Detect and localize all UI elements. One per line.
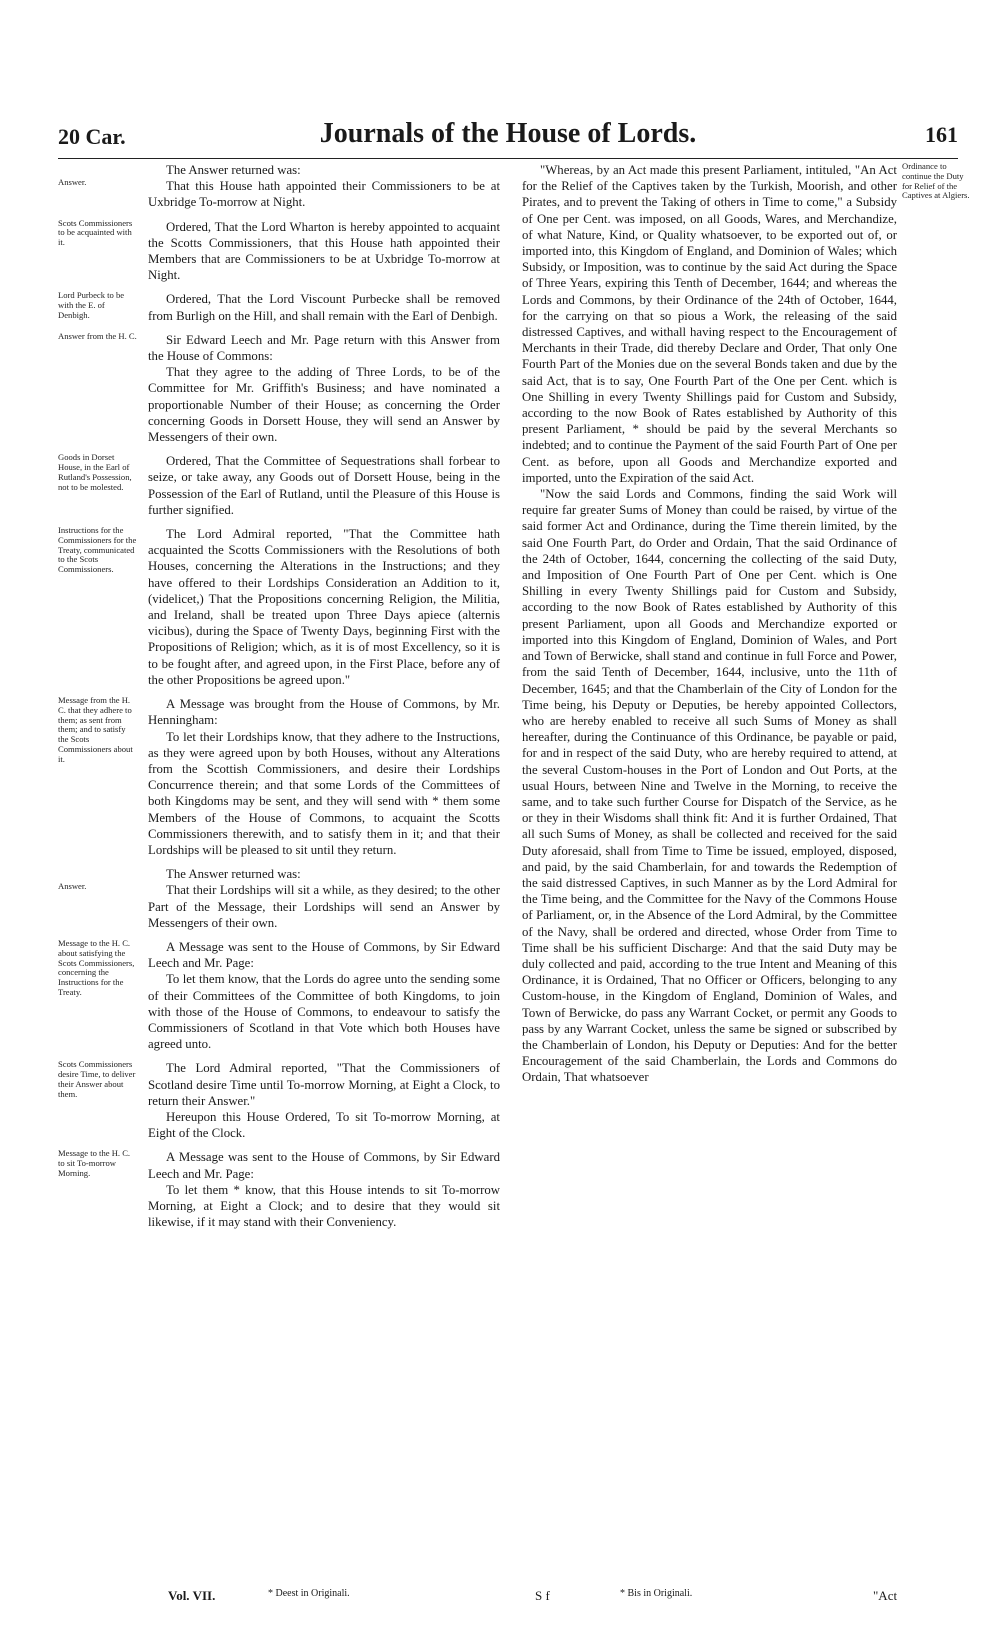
paragraph: Ordered, That the Committee of Sequestrations shall forbear to seize, or take away, any Goods out of Dorsett House, being in the Possession of the Earl of Rutland, until the Pleasure of this House is further signified. [148, 454, 500, 517]
signature-mark: S f [535, 1588, 550, 1603]
page-number: 161 [925, 122, 958, 147]
paragraph: To let their Lordships know, that they adhere to the Instructions, as they were agreed upon by both Houses, without any Alterations from the Scottish Commissioners, and desire their Lordships Concurrence therein; and that some Lords of the Committees of both Kingdoms may be sent, and they will send with * them some Members of the House of Commons, to acquaint the Scotts Commissioners therewith, and to satisfy them in it; and that their Lordships will be pleased to sit until they return. [148, 729, 500, 857]
margin-note: Scots Commissioners desire Time, to deliver their Answer about them. [58, 1059, 136, 1099]
paragraph: The Lord Admiral reported, "That the Commissioners of Scotland desire Time until To-morrow Morning, at Eight a Clock, to return their Answer." [148, 1061, 500, 1108]
margin-note: Message from the H. C. that they adhere to them; as sent from them; and to satisfy the Scots Commissioners about it. [58, 695, 133, 764]
paragraph: "Now the said Lords and Commons, finding the said Work will require far greater Sums of Money than could be raised, by virtue of the said former Act and Ordinance, during the Time therein limited, by the said One Fourth Part, do Order and Ordain, That the said Ordinance of the 24th of October, 1644, concerning the collecting of the said Duty, and Imposition of One Fourth Part of One per Cent. which is One Shilling in every Twenty Shillings paid for Custom and Subsidy, according to the now Book of Rates established by Authority of this present Parliament, upon all Goods and Merchandize exported or imported into this Kingdom of England, Dominion of Wales, and Port and Town of Berwicke, shall stand and continue in full Force and Power, from the said Tenth of December, 1644, inclusive, unto the 11th of December, 1645; and that the Chamberlain of the City of London for the Time being, his Deputy or Deputies, be hereby appointed Collectors, who are hereby enabled to receive all such Sums of Money as shall hereafter, during the Continuance of this Ordinance, be payable or paid, for and in respect of the said Duty, who are hereby required to attend, at the several Custom-houses in the Port of London and Out Ports, at the usual Hours, between Nine and Twelve in the Morning, to receive the same, and to take such further Course for Dispatch of the Service, as he or they in their Wisdoms shall think fit: And it is further Ordained, That all such Sums of Money, as shall be collected and received for the said Duty aforesaid, shall from Time to Time be issued, employed, disposed, and paid, by the said Chamberlain, for and towards the Redemption of the said distressed Captives, in such Manner as by the Lord Admiral for the Time being, and the Committee for the Navy of the Commons House of Parliament, or, in the Absence of the Lord Admiral, by the Committee of the Navy, shall be ordered and directed, whose Order from Time to Time shall be his sufficient Discharge: And that the said Duty may be duly collected and paid, according to the true Intent and Meaning of this Ordinance, it is Ordained, That no Officer or Officers, belonging to any Custom-house, in the Kingdom of England, Dominion of Wales, and Town of Berwicke, do pass any Warrant Cocket, or permit any Goods to pass by any Warrant Cocket, unless the same be signed or subscribed by the Chamberlain of London, his Deputy or Deputies: And for the better Encouragement of the said Chamberlain, the Lords and Commons do Ordain, That whatsoever [522, 487, 897, 1085]
paragraph: A Message was brought from the House of Commons, by Mr. Henningham: [148, 697, 500, 728]
entry [58, 330, 500, 364]
entry [58, 695, 500, 764]
regnal-year: 20 Car. [58, 124, 126, 149]
entry [58, 452, 500, 518]
margin-note: Answer from the H. C. [58, 330, 137, 341]
entry [148, 866, 500, 882]
paragraph: A Message was sent to the House of Commons, by Sir Edward Leech and Mr. Page: [148, 1150, 500, 1181]
entry [58, 290, 500, 323]
entry [148, 364, 500, 445]
entry [522, 161, 970, 486]
running-title: Journals of the House of Lords. [319, 118, 697, 149]
margin-note: Ordinance to continue the Duty for Relief of the Captives at Algiers. [902, 161, 970, 201]
header-rule [58, 158, 958, 159]
entry [148, 729, 500, 859]
margin-note: Instructions for the Commissioners for the Treaty, communicated to the Scots Commissioners. [58, 525, 137, 575]
paragraph: Ordered, That the Lord Wharton is hereby appointed to acquaint the Scotts Commissioners, that this House hath appointed their Members that are Commissioners to be at Uxbridge To-morrow at Night. [148, 219, 500, 283]
entry [58, 177, 500, 210]
entry [58, 937, 500, 997]
right-column [522, 161, 970, 1086]
margin-note: Answer. [58, 177, 87, 188]
paragraph: That this House hath appointed their Commissioners to be at Uxbridge To-morrow at Night. [148, 179, 500, 210]
entry [148, 1182, 500, 1231]
margin-note: Lord Purbeck to be with the E. of Denbigh. [58, 290, 125, 321]
volume-label: Vol. VII. [168, 1588, 216, 1603]
entry [58, 1059, 500, 1109]
paragraph: A Message was sent to the House of Commons, by Sir Edward Leech and Mr. Page: [148, 939, 500, 971]
catchword: "Act [873, 1588, 898, 1603]
paragraph: The Answer returned was: [166, 163, 301, 177]
entry [148, 971, 500, 1052]
entry [58, 881, 500, 931]
paragraph: To let them * know, that this House intends to sit To-morrow Morning, at Eight a Clock; and to desire that they would sit likewise, if it may stand with their Conveniency. [148, 1182, 500, 1230]
entry [148, 1109, 500, 1141]
entry [522, 486, 897, 1086]
paragraph: Hereupon this House Ordered, To sit To-morrow Morning, at Eight of the Clock. [148, 1109, 500, 1141]
paragraph: Ordered, That the Lord Viscount Purbecke shall be removed from Burligh on the Hill, and shall remain with the Earl of Denbigh. [148, 292, 500, 323]
margin-note: Message to the H. C. about satisfying the Scots Commissioners, concerning the Instructions for the Treaty. [58, 937, 135, 997]
paragraph: That their Lordships will sit a while, as they desired; to the other Part of the Message, their Lordships will send an Answer by Messengers of their own. [148, 883, 500, 930]
margin-note: Scots Commissioners to be acquainted with it. [58, 217, 133, 248]
entry [58, 525, 500, 688]
entry [58, 1148, 500, 1181]
entry [148, 162, 500, 178]
margin-note: Goods in Dorset House, in the Earl of Rutland's Possession, not to be molested. [58, 452, 132, 492]
footnote-left: * Deest in Originali. [268, 1588, 350, 1599]
paragraph: The Lord Admiral reported, "That the Committee hath acquainted the Scotts Commissioners with the Resolutions of both Houses, concerning the Alterations in the Instructions; and they have offered to their Lordships Consideration an Addition to it, (videlicet,) That the Propositions concerning Religion, the Militia, and Ireland, shall be treated upon Three Days apiece (alternis vicibus), during the Space of Twenty Days, beginning First with the Propositions of Religion; which, as it is of most Excellency, so it is to be fought after, and agreed upon, in the First Place, before any of the other Propositions be agreed upon." [148, 527, 500, 687]
paragraph: "Whereas, by an Act made this present Parliament, intituled, "An Act for the Relief of the Captives taken by the Turkish, Moorish, and other Pirates, and to prevent the Taking of others in Time to come," a Subsidy of One per Cent. was imposed, on all Goods, Wares, and Merchandize, of what Nature, Kind, or Quality whatsoever, to be exported out of, or imported into, this Kingdom of England, and Dominion of Wales; which Subsidy, or Imposition, was to continue by the said Act during the Space of Three Years, expiring this Tenth of December, 1644; and whereas the Lords and Commons, by their Ordinance of the 24th of October, 1644, for the carrying on that so pious a Work, the releasing of the said distressed Captives, and withall having respect to the Encouragement of Merchants in their Trade, did thereby Declare and Order, That only One Fourth Part of the Monies due on the several Bonds taken and due by the said Act, that is to say, One Fourth Part of the One per Cent. which is One Shilling in every Twenty Shillings paid for Custom and Subsidy, according to the now Book of Rates established by Authority of this present Parliament, * should be paid by the several Merchants so indebted; and to continue the Payment of the said Fourth Part of One per Cent. as before, upon all Goods and Merchandize exported and imported, unto the Expiration of the said Act. [522, 163, 897, 485]
margin-note: Answer. [58, 881, 87, 892]
left-column [58, 162, 500, 1230]
paragraph: Sir Edward Leech and Mr. Page return with this Answer from the House of Commons: [148, 332, 500, 364]
footnote-right: * Bis in Originali. [620, 1588, 693, 1599]
paragraph: That they agree to the adding of Three Lords, to be of the Committee for Mr. Griffith's Business; and have nominated a proportionable Number of their House; as concerning the Order concerning Goods in Dorsett House, they will send an Answer by Messengers of their own. [148, 365, 500, 445]
margin-note: Message to the H. C. to sit To-morrow Morning. [58, 1148, 131, 1178]
paragraph: To let them know, that the Lords do agree unto the sending some of their Committees of the Committee of both Kingdoms, to join with those of the House of Commons, to endeavour to satisfy the Commissioners of Scotland in that Vote which both Houses have agreed unto. [148, 972, 500, 1052]
entry [58, 217, 500, 284]
paragraph: The Answer returned was: [166, 867, 301, 882]
